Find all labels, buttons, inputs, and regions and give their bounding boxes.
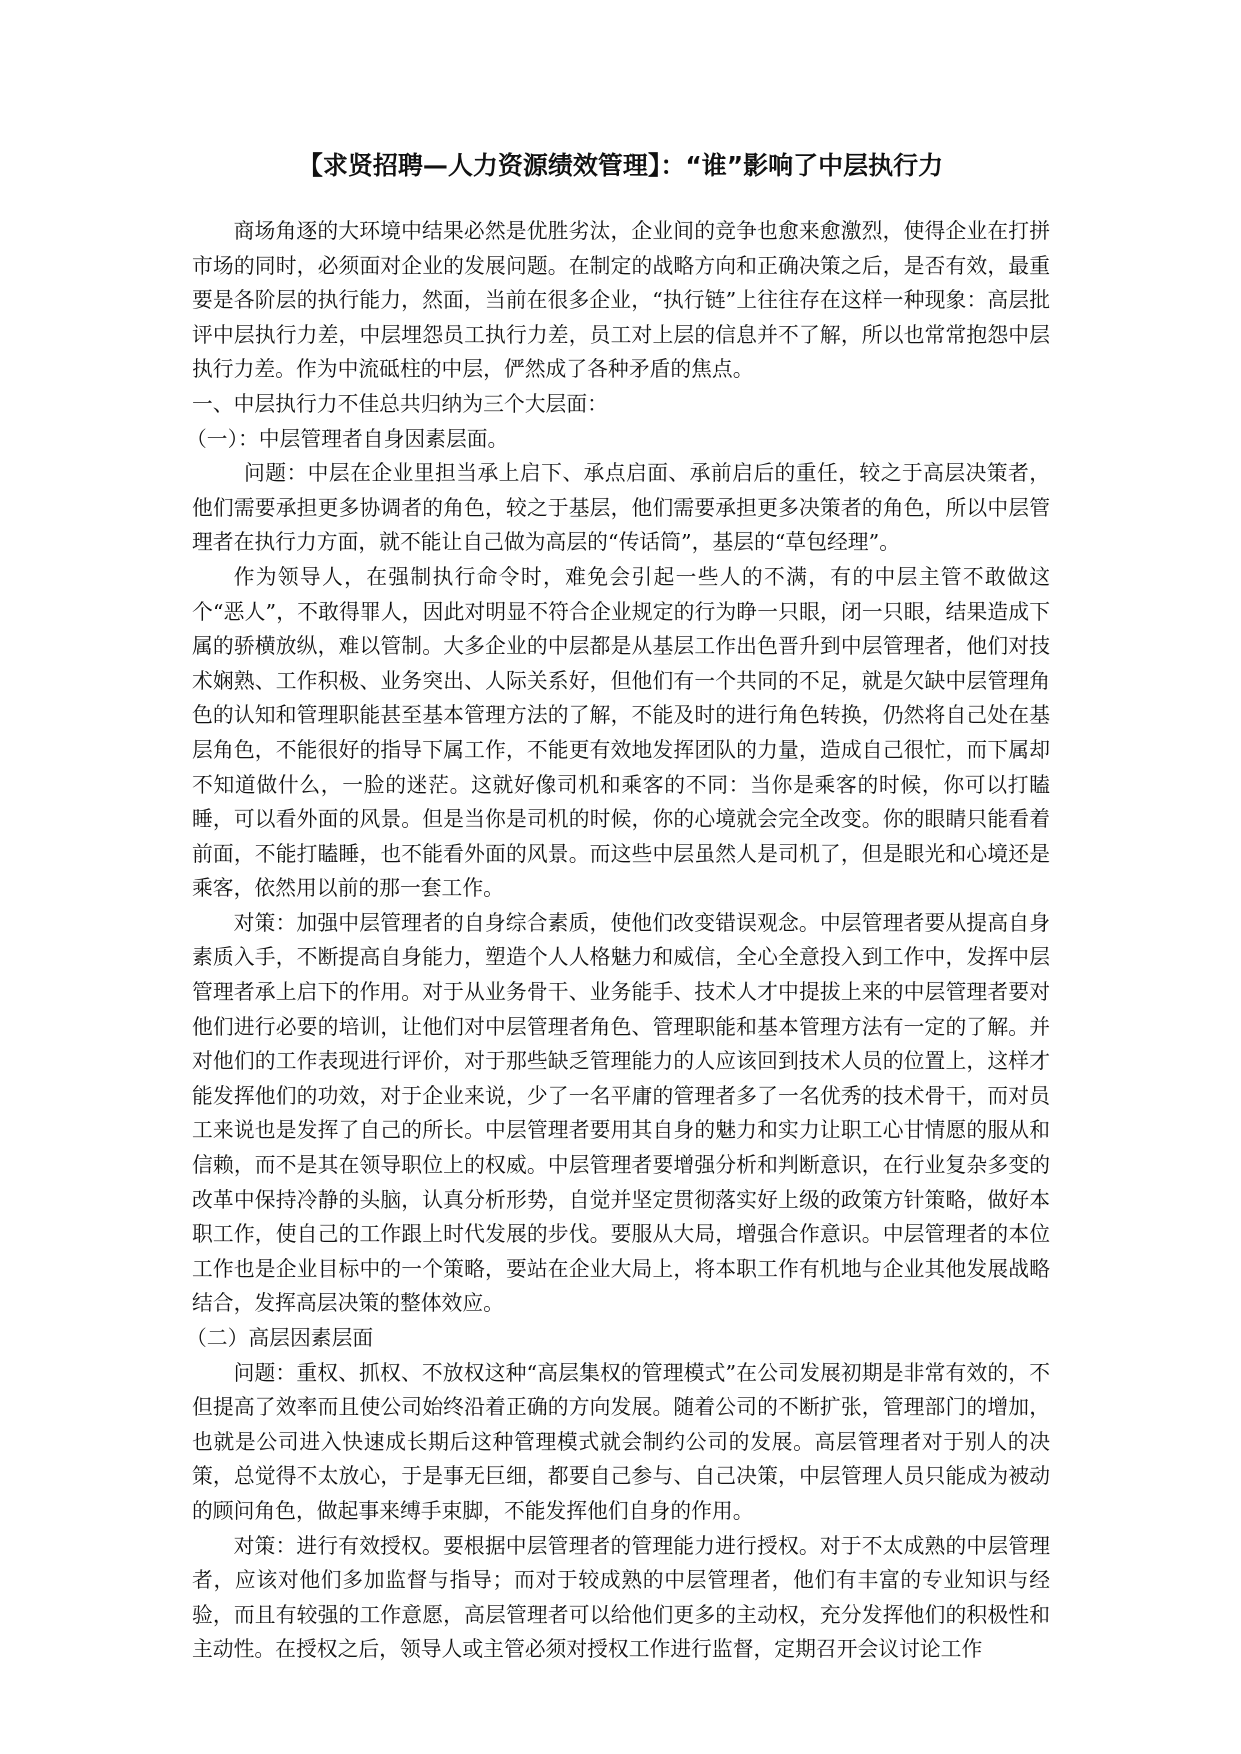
subsection-heading-2: （二）高层因素层面 [186, 1326, 374, 1350]
paragraph-strategy-2: 对策：进行有效授权。要根据中层管理者的管理能力进行授权。对于不太成熟的中层管理者，应该对他们多加监督与指导；而对于较成熟的中层管理者，他们有丰富的专业知识与经验，而且有较强的工作意愿，高层管理者可以给他们更多的主动权，充分发挥他们的积极性和主动性。在授权之后，领导人或主管必须对授权工作进行监督，定期召开会议讨论工作 [192, 1533, 1050, 1662]
paragraph-intro: 商场角逐的大环境中结果必然是优胜劣汰，企业间的竞争也愈来愈激烈，使得企业在打拼市场的同时，必须面对企业的发展问题。在制定的战略方向和正确决策之后，是否有效，最重要是各阶层的执行能力，然面，当前在很多企业，“执行链”上往往存在这样一种现象：高层批评中层执行力差，中层埋怨员工执行力差，员工对上层的信息并不了解，所以也常常抱怨中层执行力差。作为中流砥柱的中层，俨然成了各种矛盾的焦点。 [192, 219, 1050, 382]
paragraph-problem-1: 问题：中层在企业里担当承上启下、承点启面、承前启后的重任，较之于高层决策者，他们需要承担更多协调者的角色，较之于基层，他们需要承担更多决策者的角色，所以中层管理者在执行力方面，就不能让自己做为高层的“传话筒”，基层的“草包经理”。 [192, 461, 1050, 555]
subsection-heading-1: （一）：中层管理者自身因素层面。 [186, 426, 509, 451]
paragraph-strategy-1: 对策：加强中层管理者的自身综合素质，使他们改变错误观念。中层管理者要从提高自身素质入手，不断提高自身能力，塑造个人人格魅力和威信，全心全意投入到工作中，发挥中层管理者承上启下的作用。对于从业务骨干、业务能手、技术人才中提拔上来的中层管理者要对他们进行必要的培训，让他们对中层管理者角色、管理职能和基本管理方法有一定的了解。并对他们的工作表现进行评价，对于那些缺乏管理能力的人应该回到技术人员的位置上，这样才能发挥他们的功效，对于企业来说，少了一名平庸的管理者多了一名优秀的技术骨干，而对员工来说也是发挥了自己的所长。中层管理者要用其自身的魅力和实力让职工心甘情愿的服从和信赖，而不是其在领导职位上的权威。中层管理者要增强分析和判断意识，在行业复杂多变的改革中保持冷静的头脑，认真分析形势，自觉并坚定贯彻落实好上级的政策方针策略，做好本职工作，使自己的工作跟上时代发展的步伐。要服从大局，增强合作意识。中层管理者的本位工作也是企业目标中的一个策略，要站在企业大局上，将本职工作有机地与企业其他发展战略结合，发挥高层决策的整体效应。 [192, 910, 1050, 1316]
section-heading-1: 一、中层执行力不佳总共归纳为三个大层面： [192, 391, 608, 416]
document-title: 【求贤招聘—人力资源绩效管理】：“谁”影响了中层执行力 [297, 151, 944, 180]
paragraph-problem-2: 问题：重权、抓权、不放权这种“高层集权的管理模式”在公司发展初期是非常有效的，不但提高了效率而且使公司始终沿着正确的方向发展。随着公司的不断扩张，管理部门的增加，也就是公司进入快速成长期后这种管理模式就会制约公司的发展。高层管理者对于别人的决策，总觉得不太放心，于是事无巨细，都要自己参与、自己决策，中层管理人员只能成为被动的顾问角色，做起事来缚手束脚，不能发挥他们自身的作用。 [192, 1360, 1050, 1523]
paragraph-leader: 作为领导人，在强制执行命令时，难免会引起一些人的不满，有的中层主管不敢做这个“恶人”，不敢得罪人，因此对明显不符合企业规定的行为睁一只眼，闭一只眼，结果造成下属的骄横放纵，难以管制。大多企业的中层都是从基层工作出色晋升到中层管理者，他们对技术娴熟、工作积极、业务突出、人际关系好，但他们有一个共同的不足，就是欠缺中层管理角色的认知和管理职能甚至基本管理方法的了解，不能及时的进行角色转换，仍然将自己处在基层角色，不能很好的指导下属工作，不能更有效地发挥团队的力量，造成自己很忙，而下属却不知道做什么，一脸的迷茫。这就好像司机和乘客的不同：当你是乘客的时候，你可以打瞌睡，可以看外面的风景。但是当你是司机的时候，你的心境就会完全改变。你的眼睛只能看着前面，不能打瞌睡，也不能看外面的风景。而这些中层虽然人是司机了，但是眼光和心境还是乘客，依然用以前的那一套工作。 [192, 564, 1050, 901]
document-body [186, 214, 1050, 1667]
